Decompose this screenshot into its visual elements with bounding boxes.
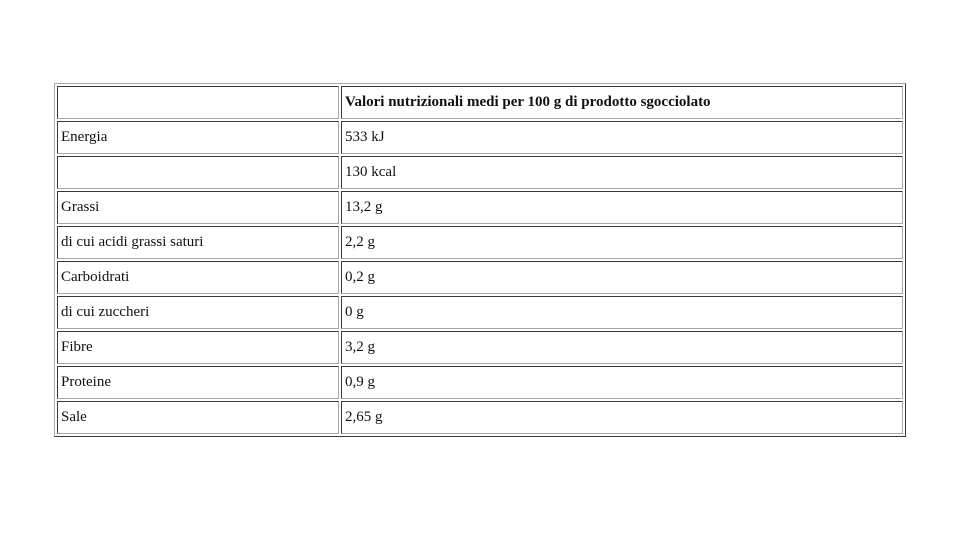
- table-row: [57, 156, 903, 189]
- nutrient-label: di cui acidi grassi saturi: [57, 226, 339, 259]
- table-row: [57, 401, 903, 434]
- header-value-cell: Valori nutrizionali medi per 100 g di prodotto sgocciolato: [341, 86, 903, 119]
- nutrient-label: Grassi: [57, 191, 339, 224]
- nutrient-label: Fibre: [57, 331, 339, 364]
- table-row: [57, 331, 903, 364]
- table-row: [57, 226, 903, 259]
- nutrient-label: di cui zuccheri: [57, 296, 339, 329]
- header-label-cell: [57, 86, 339, 119]
- nutrient-value: 0,2 g: [341, 261, 903, 294]
- nutrient-label: Carboidrati: [57, 261, 339, 294]
- nutrient-value: 0 g: [341, 296, 903, 329]
- nutrient-value: 2,2 g: [341, 226, 903, 259]
- nutrient-value: 2,65 g: [341, 401, 903, 434]
- nutrient-label: [57, 156, 339, 189]
- table-header-row: [57, 86, 903, 119]
- table-row: [57, 121, 903, 154]
- table-row: [57, 261, 903, 294]
- table-row: [57, 296, 903, 329]
- nutrient-label: Proteine: [57, 366, 339, 399]
- nutrient-value: 533 kJ: [341, 121, 903, 154]
- table-row: [57, 191, 903, 224]
- nutrient-label: Energia: [57, 121, 339, 154]
- nutrient-label: Sale: [57, 401, 339, 434]
- nutrition-table: [54, 83, 906, 437]
- nutrient-value: 0,9 g: [341, 366, 903, 399]
- table-row: [57, 366, 903, 399]
- nutrient-value: 3,2 g: [341, 331, 903, 364]
- nutrient-value: 13,2 g: [341, 191, 903, 224]
- nutrient-value: 130 kcal: [341, 156, 903, 189]
